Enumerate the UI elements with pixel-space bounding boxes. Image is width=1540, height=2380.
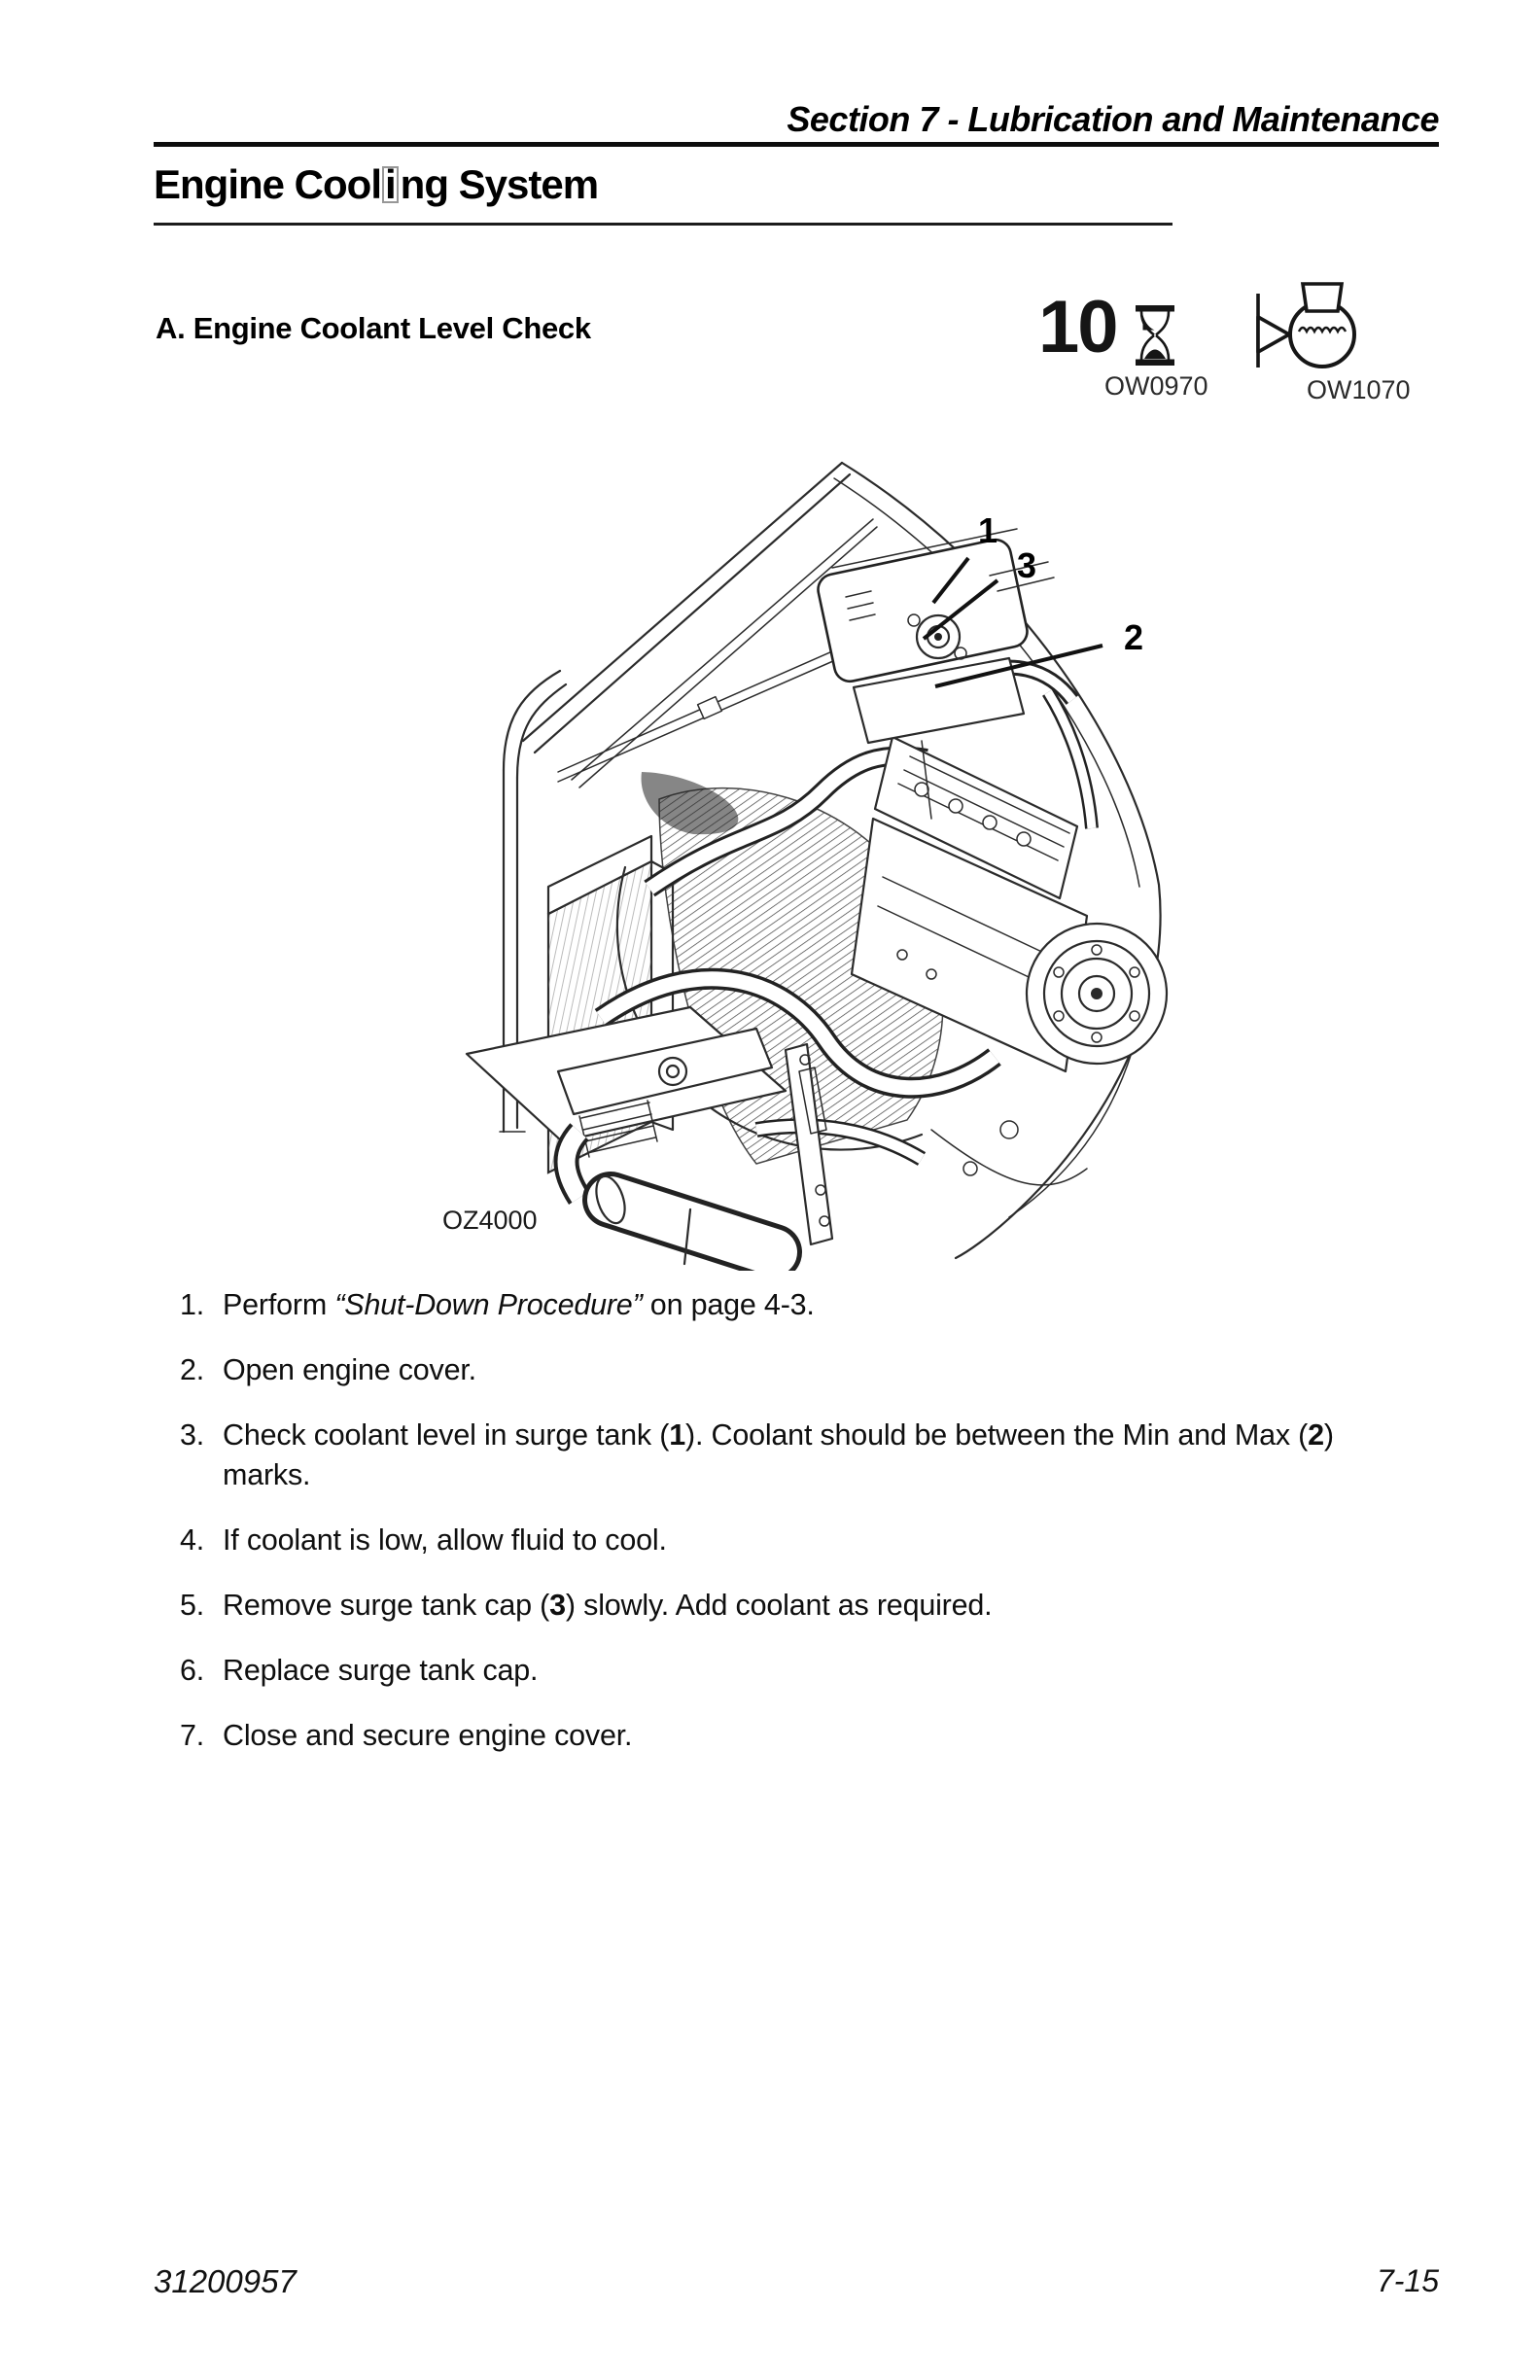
procedure-item-text: Replace surge tank cap.: [223, 1654, 539, 1687]
footer-document-number: 31200957: [154, 2263, 297, 2299]
procedure-item: [180, 1651, 1429, 1691]
coolant-check-block: [1252, 272, 1418, 408]
figure-callout-1: 1: [978, 510, 998, 550]
procedure-item-number: 2.: [180, 1353, 205, 1386]
procedure-item-text: Open engine cover.: [223, 1353, 476, 1386]
procedure-item-text: Check coolant level in surge tank (1). Coolant should be between the Min and Max (2) marks.: [223, 1418, 1334, 1491]
section-heading: A. Engine Coolant Level Check: [156, 311, 591, 345]
figure-callout-3: 3: [1017, 545, 1037, 585]
procedure-item-text: Remove surge tank cap (3) slowly. Add coolant as required.: [223, 1589, 993, 1622]
running-header: Section 7 - Lubrication and Maintenance: [787, 99, 1439, 139]
procedure-item: [180, 1521, 1429, 1560]
procedure-item: [180, 1716, 1429, 1756]
page-title: [154, 161, 598, 208]
figure-callout-2: 2: [1124, 617, 1144, 657]
header-rule: [154, 142, 1439, 147]
procedure-item-number: 7.: [180, 1719, 205, 1752]
procedure-list: [180, 1285, 1429, 1781]
coolant-level-check-icon: [1252, 282, 1361, 371]
hourglass-icon: [1136, 305, 1174, 366]
procedure-item: [180, 1416, 1429, 1495]
interval-value: 10: [1038, 286, 1117, 368]
procedure-item-text: Close and secure engine cover.: [223, 1719, 633, 1752]
title-rule: [154, 223, 1172, 226]
procedure-item-text: Perform “Shut-Down Procedure” on page 4-3.: [223, 1288, 815, 1321]
procedure-item: [180, 1350, 1429, 1390]
coolant-check-code: OW1070: [1307, 375, 1411, 404]
procedure-item-text: If coolant is low, allow fluid to cool.: [223, 1523, 667, 1557]
interval-code: OW0970: [1104, 371, 1208, 401]
page-title-text: Engine Cool: [154, 161, 381, 207]
interval-block: [1023, 286, 1217, 418]
figure-label: OZ4000: [442, 1206, 538, 1235]
page-title-glitch-glyph: i: [382, 166, 399, 203]
procedure-item-number: 3.: [180, 1418, 205, 1452]
procedure-item-number: 1.: [180, 1288, 205, 1321]
procedure-item: [180, 1285, 1429, 1325]
procedure-item: [180, 1586, 1429, 1626]
page-title-text-end: ng System: [400, 161, 599, 207]
engine-illustration: [465, 449, 1174, 1271]
procedure-item-number: 4.: [180, 1523, 205, 1557]
procedure-item-number: 5.: [180, 1589, 205, 1622]
footer-page-number: 7-15: [1376, 2263, 1439, 2298]
procedure-item-number: 6.: [180, 1654, 205, 1687]
